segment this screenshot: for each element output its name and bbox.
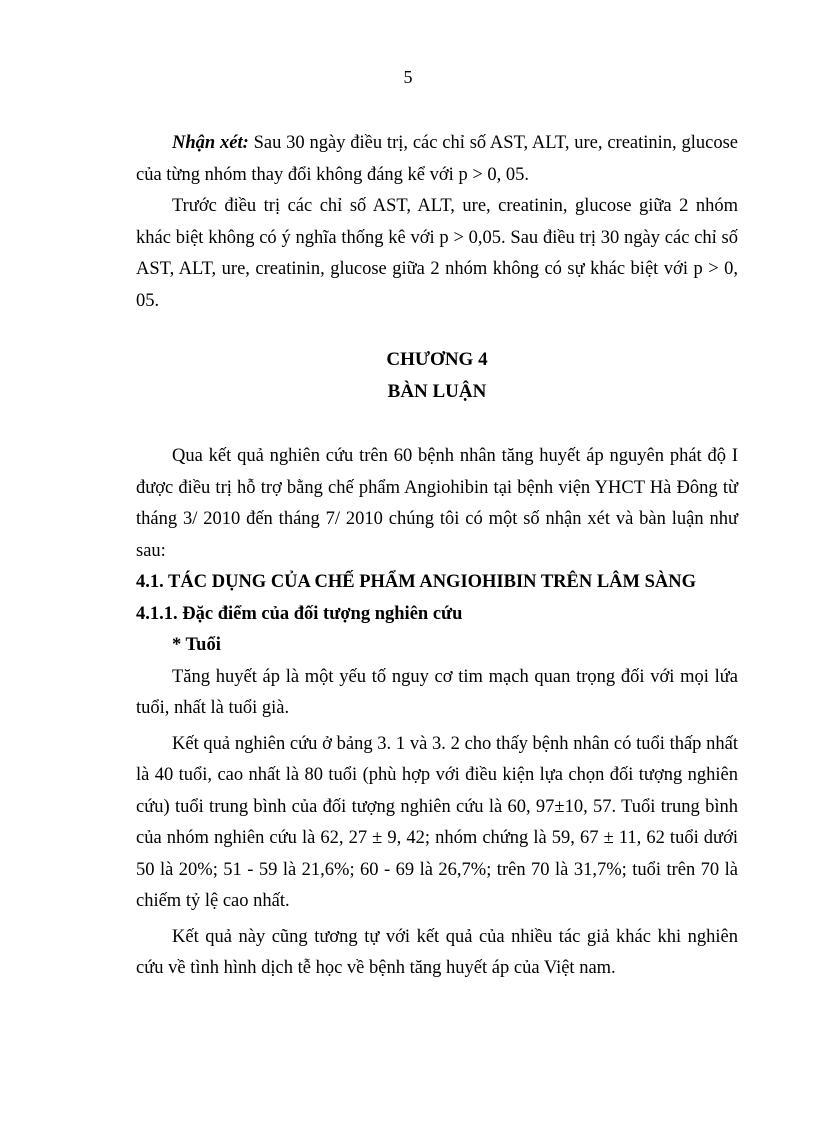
spacer (136, 407, 738, 441)
chapter-title: BÀN LUẬN (387, 380, 487, 402)
intro-paragraph: Qua kết quả nghiên cứu trên 60 bệnh nhân tăng huyết áp nguyên phát độ I được điều trị hỗ trợ bằng chế phẩm Angiohibin tại bệnh viện YHCT Hà Đông từ tháng 3/ 2010 đến tháng 7/ 2010 chúng tôi có một số nhận xét và bàn luận như sau: (136, 446, 738, 561)
section-heading-4-1-1: 4.1.1. Đặc điểm của đối tượng nghiên cứu (136, 603, 463, 624)
page-number: 5 (403, 67, 413, 87)
age-paragraph-2: Kết quả nghiên cứu ở bảng 3. 1 và 3. 2 cho thấy bệnh nhân có tuổi thấp nhất là 40 tuổi, cao nhất là 80 tuổi (phù hợp với điều kiện lựa chọn đối tượng nghiên cứu) tuổi trung bình của đối tượng nghiên cứu là 60, 97±10, 57. Tuổi trung bình của nhóm nghiên cứu là 62, 27 ± 9, 42; nhóm chứng là 59, 67 ± 11, 62 tuổi dưới 50 là 20%; 51 - 59 là 21,6%; 60 - 69 là 26,7%; trên 70 là 31,7%; tuổi trên 70 là chiếm tỷ lệ cao nhất. (136, 733, 738, 911)
age-paragraph-1: Tăng huyết áp là một yếu tố nguy cơ tim mạch quan trọng đối với mọi lứa tuổi, nhất là tuổi già. (136, 666, 738, 718)
remark-text: Sau 30 ngày điều trị, các chỉ số AST, ALT, ure, creatinin, glucose của từng nhóm thay đổi không đáng kể với p > 0, 05. (136, 133, 739, 185)
remark-paragraph (136, 128, 738, 191)
age-paragraph-3: Kết quả này cũng tương tự với kết quả của nhiều tác giả khác khi nghiên cứu về tình hình dịch tễ học về bệnh tăng huyết áp của Việt nam. (136, 926, 738, 978)
comparison-paragraph: Trước điều trị các chỉ số AST, ALT, ure, creatinin, glucose giữa 2 nhóm khác biệt không có ý nghĩa thống kê với p > 0,05. Sau điều trị 30 ngày các chỉ số AST, ALT, ure, creatinin, glucose giữa 2 nhóm không có sự khác biệt với p > 0, 05. (136, 196, 738, 311)
document-body (136, 128, 738, 985)
subheading-age: * Tuổi (172, 635, 221, 655)
section-heading-4-1: 4.1. TÁC DỤNG CỦA CHẾ PHẨM ANGIOHIBIN TRÊN LÂM SÀNG (136, 572, 697, 592)
remark-label: Nhận xét: (172, 133, 249, 153)
chapter-number: CHƯƠNG 4 (386, 349, 488, 370)
